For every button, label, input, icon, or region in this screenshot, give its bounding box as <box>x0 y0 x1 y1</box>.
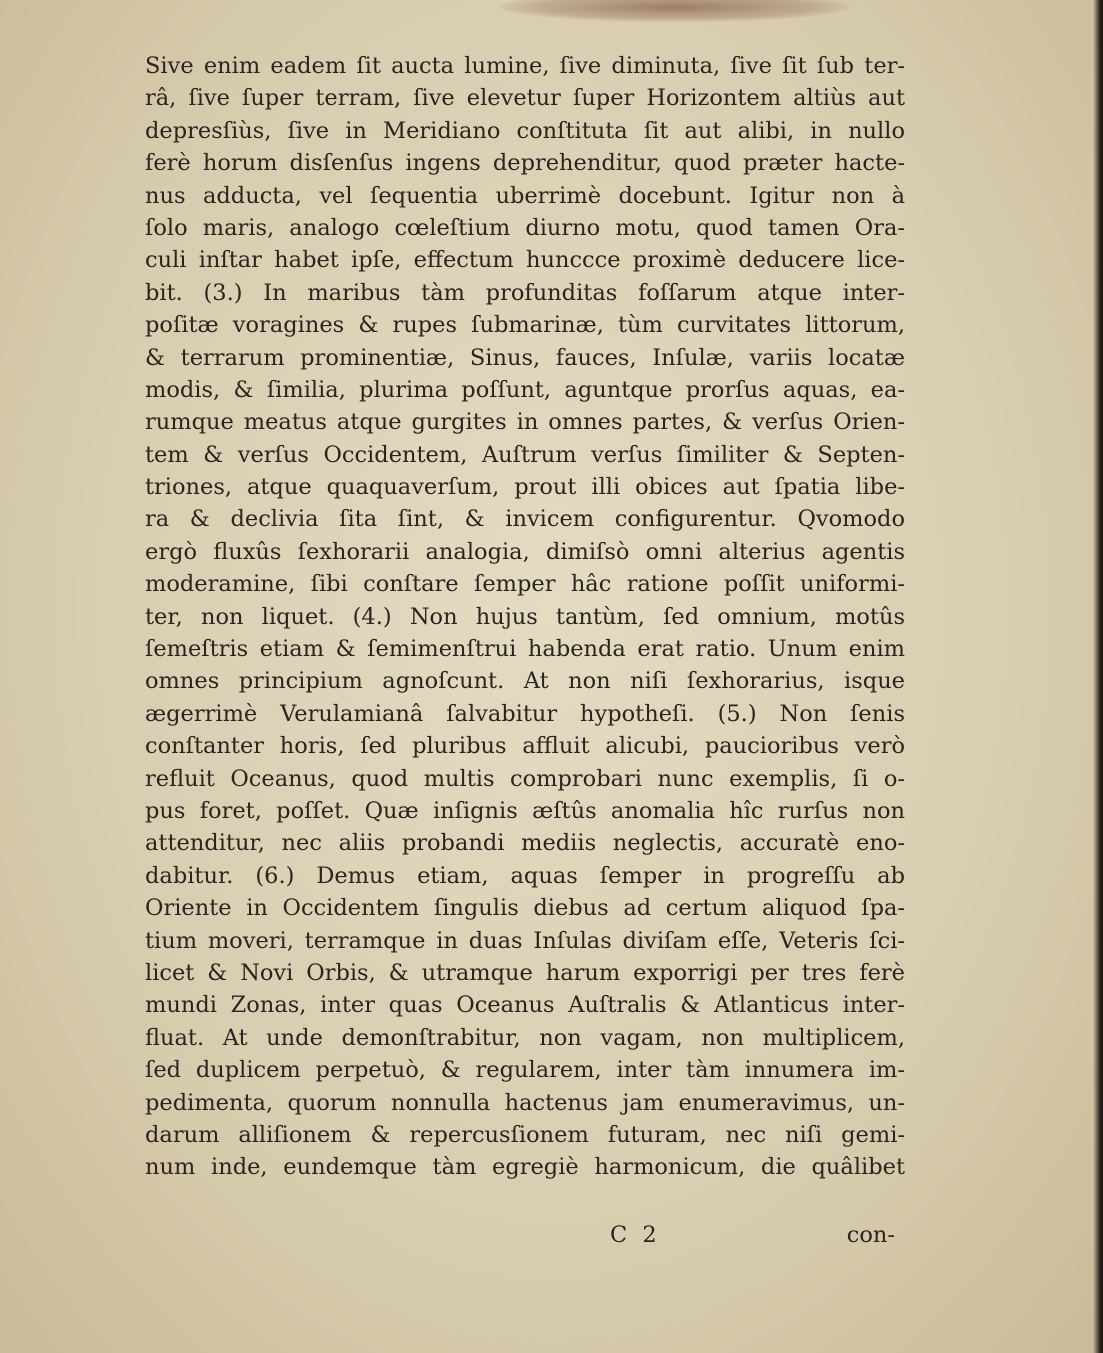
text-line: ægerrimè Verulamianâ ſalvabitur hypotheſi. (5.) Non ſenis <box>145 700 905 727</box>
text-line: Sive enim eadem ſit aucta lumine, ſive diminuta, ſive ſit ſub ter- <box>145 53 905 79</box>
text-line: refluit Oceanus, quod multis comprobari nunc exemplis, ſi o- <box>145 765 905 792</box>
text-line: rumque meatus atque gurgites in omnes partes, & verſus Orien- <box>145 409 905 436</box>
text-line: dabitur. (6.) Demus etiam, aquas ſemper in progreſſu ab <box>145 862 905 889</box>
text-line: culi inſtar habet ipſe, effectum hunccce proximè deducere lice- <box>145 247 905 274</box>
text-line: râ, ſive ſuper terram, ſive elevetur ſuper Horizontem altiùs aut <box>145 85 905 112</box>
text-line: bit. (3.) In maribus tàm profunditas foſſarum atque inter- <box>145 279 905 306</box>
text-line: depresſiùs, ſive in Meridiano conſtituta ſit aut alibi, in nullo <box>145 117 905 144</box>
text-line: conſtanter horis, ſed pluribus affluit alicubi, paucioribus verò <box>145 733 905 760</box>
text-line: ſed duplicem perpetuò, & regularem, inter tàm innumera im- <box>145 1057 905 1084</box>
text-line: ferè horum disſenſus ingens deprehenditur, quod præter hacte- <box>145 150 905 177</box>
text-line: tium moveri, terramque in duas Inſulas diviſam eſſe, Veteris ſci- <box>145 927 905 954</box>
text-line: pus foret, poſſet. Quæ inſignis æſtûs anomalia hîc rurſus non <box>145 797 905 824</box>
text-line: licet & Novi Orbis, & utramque harum exporrigi per tres ferè <box>145 959 905 986</box>
text-line: fluat. At unde demonſtrabitur, non vagam, non multiplicem, <box>145 1024 905 1051</box>
text-line: moderamine, ſibi conſtare ſemper hâc ratione poſſit uniformi- <box>145 571 905 598</box>
text-line: mundi Zonas, inter quas Oceanus Auſtralis & Atlanticus inter- <box>145 992 905 1019</box>
text-line: ter, non liquet. (4.) Non hujus tantùm, ſed omnium, motûs <box>145 603 905 630</box>
text-line: tem & verſus Occidentem, Auſtrum verſus ſimiliter & Septen- <box>145 441 905 468</box>
text-line: ſolo maris, analogo cœleſtium diurno motu, quod tamen Ora- <box>145 214 905 241</box>
page-footer <box>145 1219 905 1251</box>
page-gutter-shadow <box>1093 0 1103 1353</box>
text-line: ra & declivia ſita ſint, & invicem configurentur. Qvomodo <box>145 506 905 533</box>
text-line: nus adducta, vel ſequentia uberrimè docebunt. Igitur non à <box>145 182 905 209</box>
text-block <box>145 50 905 1184</box>
text-line: Oriente in Occidentem ſingulis diebus ad certum aliquod ſpa- <box>145 895 905 922</box>
text-line: ſemeſtris etiam & ſemimenſtrui habenda erat ratio. Unum enim <box>145 636 905 663</box>
text-line: poſitæ voragines & rupes ſubmarinæ, tùm curvitates littorum, <box>145 312 905 339</box>
text-line: attenditur, nec aliis probandi mediis neglectis, accuratè eno- <box>145 830 905 857</box>
text-line: triones, atque quaquaverſum, prout illi obices aut ſpatia libe- <box>145 474 905 501</box>
text-line: modis, & ſimilia, plurima poſſunt, aguntque prorſus aquas, ea- <box>145 376 905 403</box>
text-line: pedimenta, quorum nonnulla hactenus jam enumeravimus, un- <box>145 1089 905 1116</box>
text-line: num inde, eundemque tàm egregiè harmonicum, die quâlibet <box>145 1154 905 1181</box>
signature-mark: C 2 <box>610 1222 661 1248</box>
catchword: con- <box>846 1222 895 1248</box>
text-line: ergò fluxûs ſexhorarii analogia, dimiſsò omni alterius agentis <box>145 538 905 565</box>
ink-stain <box>500 0 850 22</box>
text-line: omnes principium agnoſcunt. At non niſi ſexhorarius, isque <box>145 668 905 695</box>
text-line: & terrarum prominentiæ, Sinus, fauces, Inſulæ, variis locatæ <box>145 344 905 371</box>
text-line: darum alliſionem & repercusſionem futuram, nec niſi gemi- <box>145 1121 905 1148</box>
